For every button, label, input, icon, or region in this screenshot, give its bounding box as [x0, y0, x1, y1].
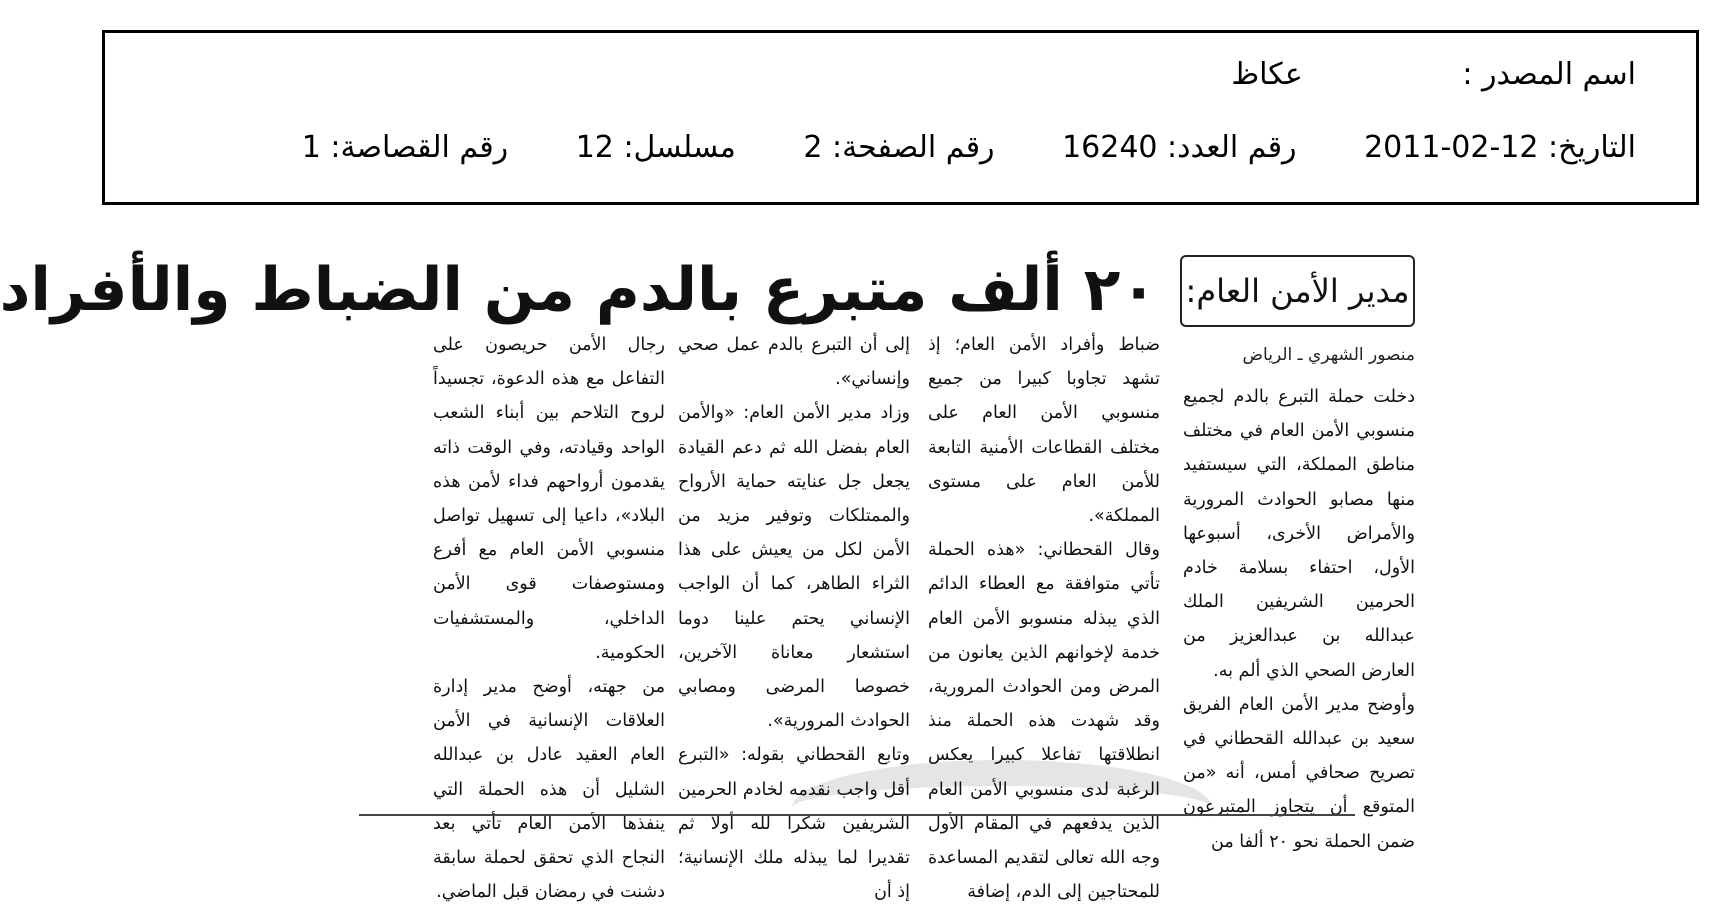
- source-line: [1231, 55, 1636, 95]
- article-column-1: [1183, 380, 1415, 859]
- article-headline: ٢٠ ألف متبرع بالدم من الضباط والأفراد: [0, 255, 1157, 325]
- details-line: [302, 128, 1636, 168]
- paragraph: من جهته، أوضح مدير إدارة العلاقات الإنسانية في الأمن العام العقيد عادل بن عبدالله الشليل أن هذه الحملة التي ينفذها الأمن العام تأتي بعد النجاح الذي تحقق لحملة سابقة دشنت في رمضان قبل الماضي.: [433, 677, 665, 903]
- clipping-metadata-box: [102, 30, 1699, 205]
- article-column-2: [928, 328, 1160, 909]
- page-number-field: رقم الصفحة: 2: [803, 130, 995, 165]
- paragraph: وزاد مدير الأمن العام: «والأمن العام بفضل الله ثم دعم القيادة يجعل جل عنايته حماية الأرواح والممتلكات وتوفير مزيد من الأمن لكل من يعيش على هذا الثراء الطاهر، كما أن الواجب الإنساني يحتم علينا دوما استشعار معاناة الآخرين، خصوصا المرضى ومصابي الحوادث المرورية».: [678, 403, 910, 732]
- article-column-4: [433, 328, 665, 909]
- serial-field: مسلسل: 12: [575, 130, 736, 165]
- article-column-3: [678, 328, 910, 909]
- source-label: اسم المصدر :: [1462, 57, 1636, 92]
- issue-number-field: رقم العدد: 16240: [1062, 130, 1297, 165]
- paragraph: وتابع القحطاني بقوله: «التبرع أقل واجب نقدمه لخادم الحرمين الشريفين شكرا لله أولا ثم تقديرا لما يبذله ملك الإنسانية؛ إذ أن: [678, 745, 910, 903]
- bottom-divider: [359, 814, 1355, 816]
- paragraph: ضباط وأفراد الأمن العام؛ إذ تشهد تجاوبا كبيرا من جميع منسوبي الأمن العام على مختلف القطاعات الأمنية التابعة للأمن العام على مستوى المملكة».: [928, 335, 1160, 527]
- paragraph: وقال القحطاني: «هذه الحملة تأتي متوافقة مع العطاء الدائم الذي يبذله منسوبو الأمن العام خدمة لإخوانهم الذين يعانون من المرض ومن الحوادث المرورية، وقد شهدت هذه الحملة منذ انطلاقتها تفاعلا كبيرا يعكس الرغبة لدى منسوبي الأمن العام الذين يدفعهم في المقام الأول وجه الله تعالى لتقديم المساعدة للمحتاجين إلى الدم، إضافة: [928, 540, 1160, 903]
- paragraph: إلى أن التبرع بالدم عمل صحي وإنساني».: [678, 335, 910, 390]
- paragraph: وأوضح مدير الأمن العام الفريق سعيد بن عبدالله القحطاني في تصريح صحافي أمس، أنه «من المتوقع أن يتجاوز المتبرعون ضمن الحملة نحو ٢٠ ألفا من: [1183, 694, 1415, 852]
- date-field: التاريخ: 12-02-2011: [1364, 130, 1636, 165]
- newspaper-clipping: [0, 240, 1422, 903]
- article-kicker: مدير الأمن العام:: [1180, 255, 1415, 327]
- clip-number-field: رقم القصاصة: 1: [301, 130, 509, 165]
- paragraph: رجال الأمن حريصون على التفاعل مع هذه الدعوة، تجسيداً لروح التلاحم بين أبناء الشعب الواحد وقيادته، وفي الوقت ذاته يقدمون أرواحهم فداء لأمن هذه البلاد»، داعيا إلى تسهيل تواصل منسوبي الأمن العام مع أفرع ومستوصفات قوى الأمن الداخلي، والمستشفيات الحكومية.: [433, 335, 665, 663]
- paragraph: دخلت حملة التبرع بالدم لجميع منسوبي الأمن العام في مختلف مناطق المملكة، التي سيستفيد منها مصابو الحوادث المرورية والأمراض الأخرى، أسبوعها الأول، احتفاء بسلامة خادم الحرمين الشريفين الملك عبدالله بن عبدالعزيز من العارض الصحي الذي ألم به.: [1183, 387, 1415, 681]
- source-value: عكاظ: [1231, 57, 1303, 92]
- article-byline: منصور الشهري ـ الرياض: [1242, 345, 1415, 365]
